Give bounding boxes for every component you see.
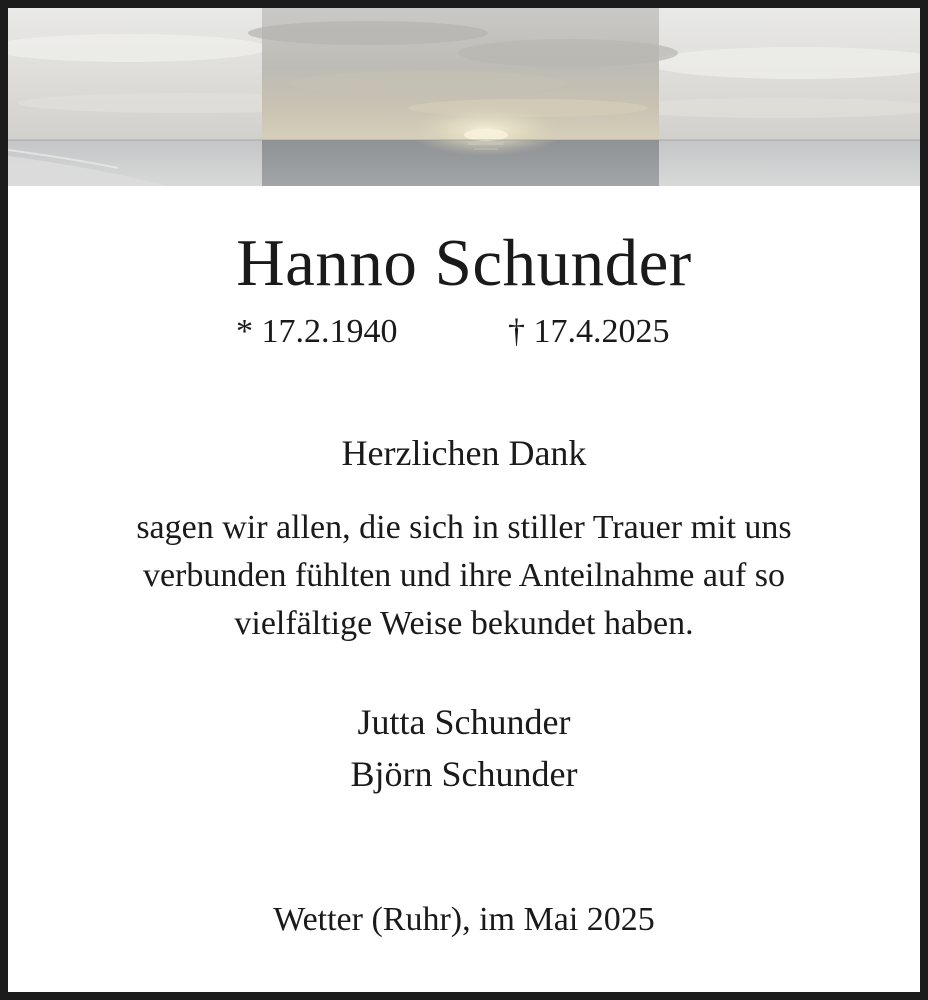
thanks-line: verbunden fühlten und ihre Anteilnahme auf so: [142, 557, 786, 594]
signatories: [8, 696, 920, 800]
birth-date: * 17.2.1940: [236, 313, 398, 350]
death-date: † 17.4.2025: [508, 313, 670, 350]
thanks-line: vielfältige Weise bekundet haben.: [234, 605, 694, 642]
place-and-date: Wetter (Ruhr), im Mai 2025: [273, 901, 655, 938]
deceased-name: Hanno Schunder: [236, 226, 692, 300]
thanks-heading: Herzlichen Dank: [341, 433, 587, 473]
sea-sunset-image: [8, 8, 920, 186]
thanks-text: [8, 504, 920, 648]
life-dates: [8, 312, 920, 352]
signatory-name: Björn Schunder: [350, 754, 578, 794]
signatory-name: Jutta Schunder: [357, 702, 571, 742]
thanks-line: sagen wir allen, die sich in stiller Trauer mit uns: [136, 509, 792, 546]
